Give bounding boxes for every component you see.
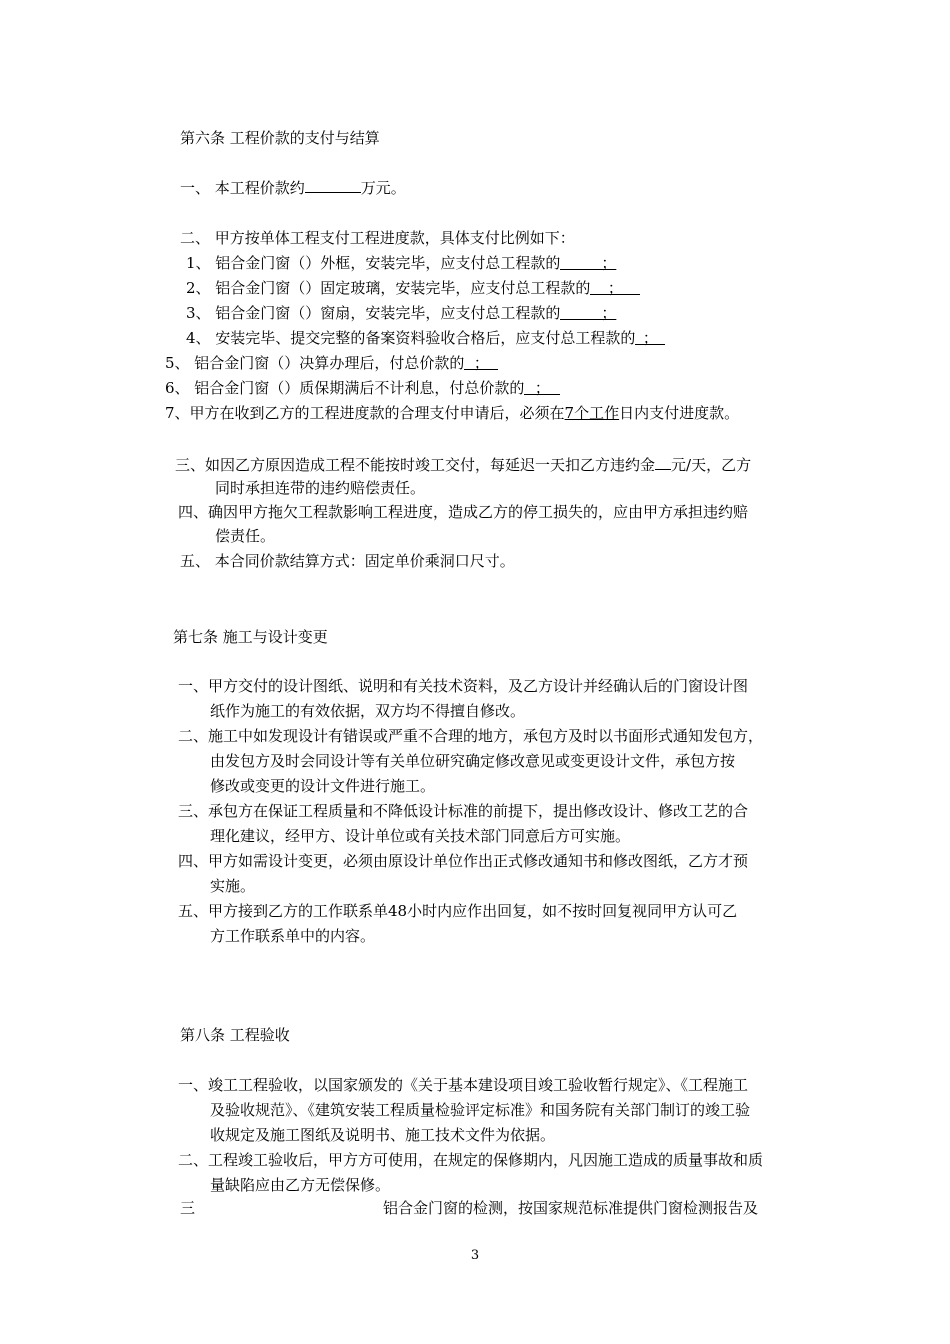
art6-clause-4-line-1: 四、确因甲方拖欠工程款影响工程进度，造成乙方的停工损失的，应由甲方承担违约赔	[178, 503, 749, 521]
art6-item-1-text: 1、 铝合金门窗（）外框，安装完毕，应支付总工程款的	[186, 254, 561, 272]
art6-item-3	[186, 303, 616, 323]
blank-item-4: ；	[635, 328, 665, 345]
blank-item-2: ；	[590, 278, 640, 295]
filled-working-days: 7个工作	[564, 404, 620, 422]
art6-item-7	[165, 403, 739, 423]
art6-item-3-text: 3、 铝合金门窗（）窗扇，安装完毕，应支付总工程款的	[186, 304, 561, 322]
art7-clause-1-line-2: 纸作为施工的有效依据，双方均不得擅自修改。	[210, 702, 526, 720]
article-7-title: 第七条 施工与设计变更	[173, 628, 328, 646]
art6-clause-1-unit: 万元。	[360, 179, 406, 197]
art7-clause-1-line-1: 一、甲方交付的设计图纸、说明和有关技术资料，及乙方设计并经确认后的门窗设计图	[178, 677, 749, 695]
art7-clause-3-line-1: 三、承包方在保证工程质量和不降低设计标准的前提下，提出修改设计、修改工艺的合	[178, 802, 749, 820]
blank-penalty	[655, 453, 671, 470]
art8-clause-1-line-1: 一、竣工工程验收，以国家颁发的《关于基本建设项目竣工验收暂行规定》、《工程施工	[178, 1076, 749, 1094]
art8-clause-2-line-1: 二、工程竣工验收后，甲方方可使用，在规定的保修期内，凡因施工造成的质量事故和质	[178, 1151, 764, 1169]
art6-item-5	[165, 353, 498, 373]
blank-item-3: ；	[560, 303, 616, 320]
blank-amount	[305, 176, 361, 193]
blank-item-6: ；	[524, 378, 560, 395]
art6-clause-3-line-1	[175, 453, 751, 475]
art6-clause-1	[180, 176, 406, 198]
art6-item-2	[186, 278, 640, 298]
art6-item-6	[165, 378, 560, 398]
art6-clause-3-line-2: 同时承担连带的违约赔偿责任。	[215, 479, 426, 497]
art8-clause-1-line-2: 及验收规范》、《建筑安装工程质量检验评定标准》和国务院有关部门制订的竣工验	[210, 1101, 751, 1119]
art7-clause-4-line-1: 四、甲方如需设计变更，必须由原设计单位作出正式修改通知书和修改图纸，乙方才预	[178, 852, 749, 870]
art6-item-6-text: 6、 铝合金门窗（）质保期满后不计利息，付总价款的	[165, 379, 525, 397]
art8-clause-3-number: 三	[180, 1199, 196, 1217]
art6-item-5-text: 5、 铝合金门窗（）决算办理后，付总价款的	[165, 354, 465, 372]
art6-item-2-text: 2、 铝合金门窗（）固定玻璃，安装完毕，应支付总工程款的	[186, 279, 591, 297]
art6-item-7-tail: 日内支付进度款。	[619, 404, 740, 422]
page-number: 3	[470, 1248, 480, 1263]
art7-clause-2-line-1: 二、施工中如发现设计有错误或严重不合理的地方，承包方及时以书面形式通知发包方，	[178, 727, 764, 745]
blank-item-5: ；	[464, 353, 498, 370]
art7-clause-2-line-2: 由发包方及时会同设计等有关单位研究确定修改意见或变更设计文件，承包方按	[210, 752, 736, 770]
art6-item-1	[186, 253, 616, 273]
art8-clause-3-text: 铝合金门窗的检测，按国家规范标准提供门窗检测报告及	[383, 1199, 759, 1217]
art8-clause-1-line-3: 收规定及施工图纸及说明书、施工技术文件为依据。	[210, 1126, 556, 1144]
art6-item-4	[186, 328, 665, 348]
art7-clause-2-line-3: 修改或变更的设计文件进行施工。	[210, 777, 436, 795]
art6-clause-3-text: 三、如因乙方原因造成工程不能按时竣工交付，每延迟一天扣乙方违约金	[175, 456, 656, 474]
art6-item-7-text: 7、甲方在收到乙方的工程进度款的合理支付申请后，必须在	[165, 404, 565, 422]
art7-clause-4-line-2: 实施。	[210, 877, 256, 895]
article-8-title: 第八条 工程验收	[180, 1026, 290, 1044]
art6-item-4-text: 4、 安装完毕、提交完整的备案资料验收合格后，应支付总工程款的	[186, 329, 636, 347]
art6-clause-1-text: 一、 本工程价款约	[180, 179, 305, 197]
art6-clause-2: 二、 甲方按单体工程支付工程进度款，具体支付比例如下：	[180, 229, 575, 247]
art7-clause-3-line-2: 理化建议，经甲方、设计单位或有关技术部门同意后方可实施。	[210, 827, 631, 845]
article-6-title: 第六条 工程价款的支付与结算	[180, 129, 380, 147]
art7-clause-5-line-1: 五、甲方接到乙方的工作联系单48小时内应作出回复，如不按时回复视同甲方认可乙	[178, 902, 738, 920]
art7-clause-5-line-2: 方工作联系单中的内容。	[210, 927, 376, 945]
art6-clause-4-line-2: 偿责任。	[215, 527, 276, 545]
art6-clause-3-unit: 元/天，乙方	[671, 456, 752, 474]
art6-clause-5: 五、 本合同价款结算方式：固定单价乘洞口尺寸。	[180, 552, 515, 570]
blank-item-1: ；	[560, 253, 616, 270]
art8-clause-2-line-2: 量缺陷应由乙方无偿保修。	[210, 1176, 391, 1194]
